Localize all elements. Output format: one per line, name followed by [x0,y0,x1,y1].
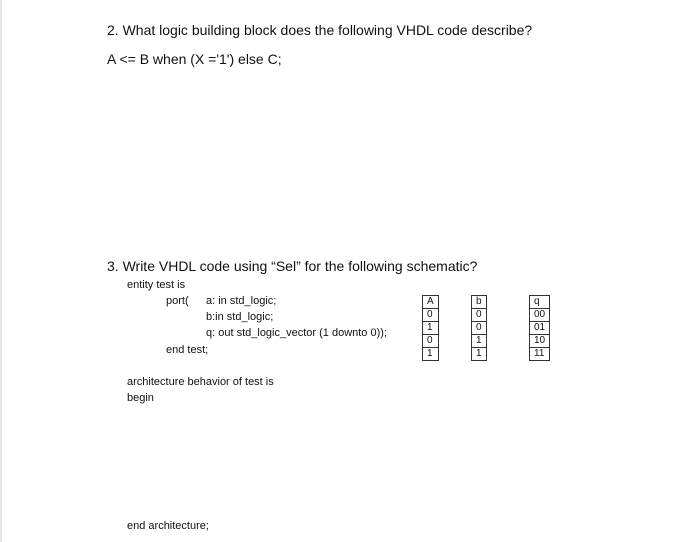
question-2-title: 2. What logic building block does the following VHDL code describe? [107,22,533,38]
col-a-header: A [423,296,439,309]
page-edge [0,0,2,542]
question-3-title: 3. Write VHDL code using “Sel” for the following schematic? [107,258,478,274]
truth-table-col-a [422,295,439,361]
col-b-header: b [472,296,487,309]
col-a-cell: 1 [423,322,439,335]
col-b-cell: 0 [472,322,487,335]
end-architecture-line: end architecture; [127,520,209,532]
col-a-cell: 1 [423,348,439,361]
end-test-line: end test; [166,344,209,356]
truth-table-col-b [471,295,487,361]
port-keyword: port( [166,295,189,307]
col-b-cell: 1 [472,348,487,361]
col-b-cell: 1 [472,335,487,348]
begin-line: begin [127,392,154,404]
architecture-line: architecture behavior of test is [127,376,274,388]
col-q-header: q [530,296,550,309]
truth-table-col-q [529,295,550,361]
entity-line: entity test is [127,279,186,291]
col-q-cell: 00 [530,309,550,322]
col-a-cell: 0 [423,309,439,322]
question-2-code: A <= B when (X ='1') else C; [107,51,282,67]
col-q-cell: 11 [530,348,550,361]
port-b-line: b:in std_logic; [206,311,274,323]
col-a-cell: 0 [423,335,439,348]
col-q-cell: 01 [530,322,550,335]
port-a-line: a: in std_logic; [206,295,277,307]
col-b-cell: 0 [472,309,487,322]
col-q-cell: 10 [530,335,550,348]
port-q-line: q: out std_logic_vector (1 downto 0)); [206,327,387,339]
